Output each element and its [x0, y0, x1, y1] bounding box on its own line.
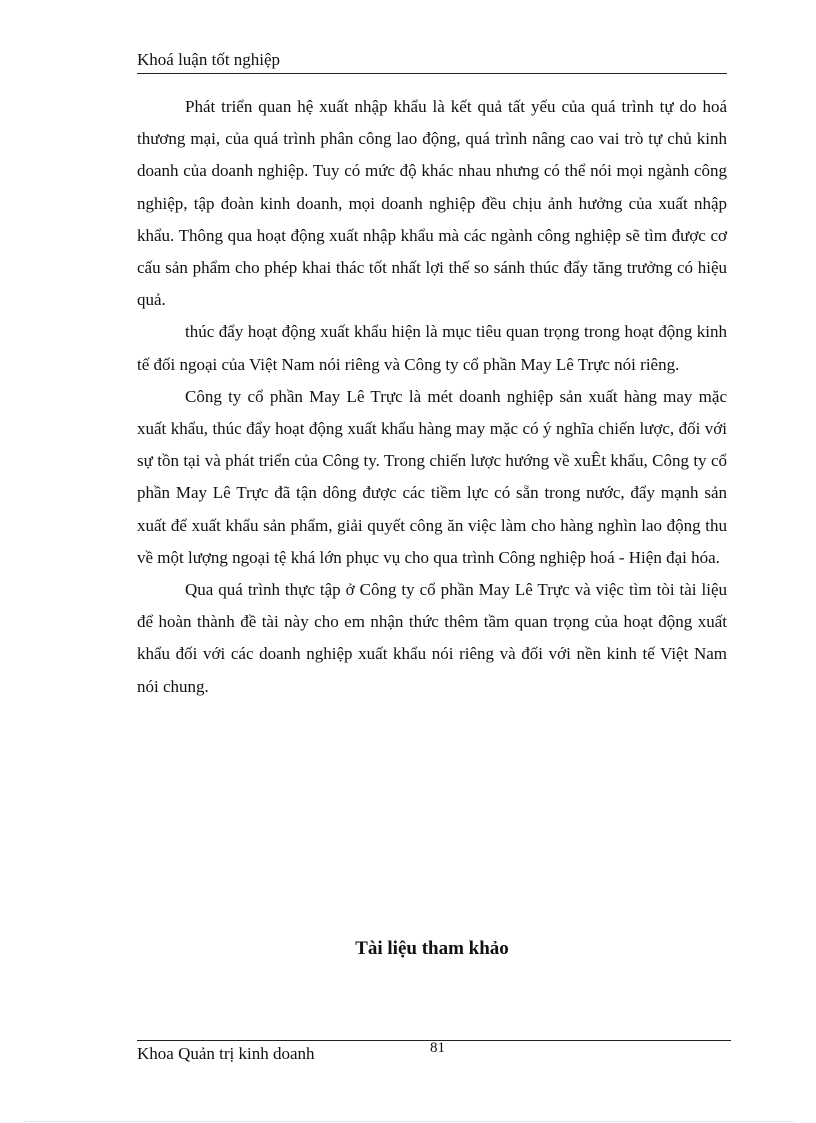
page-edge [24, 1121, 794, 1122]
footer-department: Khoa Quản trị kinh doanh [137, 1044, 315, 1063]
paragraph: Qua quá trình thực tập ở Công ty cổ phần May Lê Trực và việc tìm tòi tài liệu để hoàn thành đề tài này cho em nhận thức thêm tầm quan trọng của hoạt động xuất khẩu đối với các doanh nghiệp xuất khẩu nói riêng và đối với nền kinh tế Việt Nam nói chung. [137, 580, 727, 696]
paragraph: Công ty cổ phần May Lê Trực là mét doanh nghiệp sản xuất hàng may mặc xuất khẩu, thúc đẩy hoạt động xuất khẩu hàng may mặc có ý nghĩa chiến lược, đối với sự tồn tại và phát triển của Công ty. Trong chiến lược hướng về xuÊt khẩu, Công ty cổ phần May Lê Trực đã tận dông được các tiềm lực có sẵn trong nước, đẩy mạnh sản xuất để xuất khẩu sản phẩm, giải quyết công ăn việc làm cho hàng nghìn lao động thu về một lượng ngoại tệ khá lớn phục vụ cho qua trình Công nghiệp hoá - Hiện đại hóa. [137, 386, 727, 567]
header-title: Khoá luận tốt nghiệp [137, 50, 281, 69]
section-heading: Tài liệu tham khảo [355, 938, 509, 959]
paragraph: Phát triển quan hệ xuất nhập khẩu là kết quả tất yếu của quá trình tự do hoá thương mại, của quá trình phân công lao động, quá trình nâng cao vai trò tự chủ kinh doanh của doanh nghiệp. Tuy có mức độ khác nhau nhưng có thể nói mọi ngành công nghiệp, tập đoàn kinh doanh, mọi doanh nghiệp đều chịu ảnh hưởng của xuất nhập khẩu. Thông qua hoạt động xuất nhập khẩu mà các ngành công nghiệp sẽ tìm được cơ cấu sản phẩm cho phép khai thác tốt nhất lợi thế so sánh thúc đẩy tăng trưởng có hiệu quả. [137, 97, 727, 310]
paragraph: thúc đẩy hoạt động xuất khẩu hiện là mục tiêu quan trọng trong hoạt động kinh tế đối ngoại của Việt Nam nói riêng và Công ty cổ phần May Lê Trực nói riêng. [137, 322, 727, 374]
page-header [137, 49, 727, 74]
body-text [137, 91, 727, 703]
page-number: 81 [430, 1040, 445, 1056]
